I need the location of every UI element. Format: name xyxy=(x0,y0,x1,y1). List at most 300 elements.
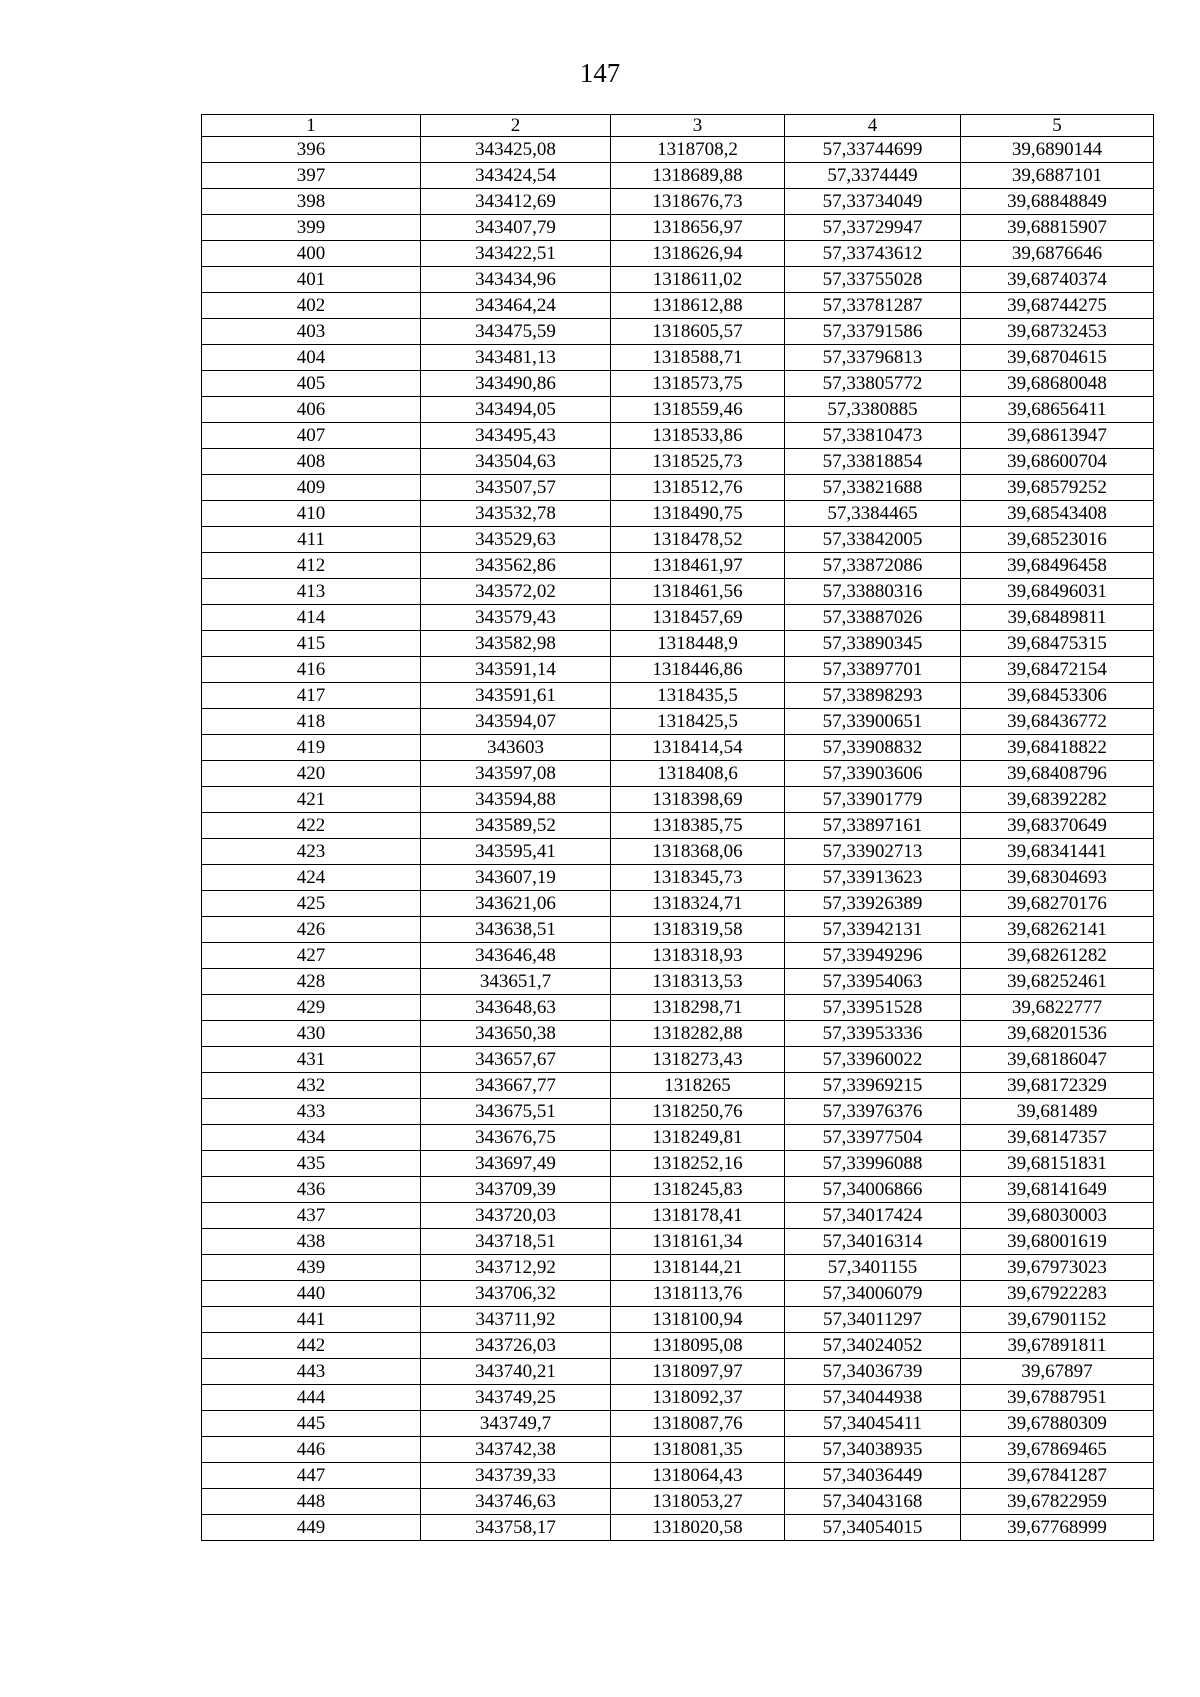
latitude-cell: 57,33796813 xyxy=(785,345,961,371)
column-header-2: 2 xyxy=(421,115,611,137)
table-row xyxy=(202,1489,1154,1515)
longitude-cell: 39,68341441 xyxy=(961,839,1154,865)
longitude-cell: 39,67901152 xyxy=(961,1307,1154,1333)
y-coordinate-cell: 1318092,37 xyxy=(611,1385,785,1411)
y-coordinate-cell: 1318689,88 xyxy=(611,163,785,189)
x-coordinate-cell: 343675,51 xyxy=(421,1099,611,1125)
point-number-cell: 426 xyxy=(202,917,421,943)
table-row xyxy=(202,1021,1154,1047)
x-coordinate-cell: 343740,21 xyxy=(421,1359,611,1385)
table-row xyxy=(202,1385,1154,1411)
latitude-cell: 57,33872086 xyxy=(785,553,961,579)
latitude-cell: 57,34044938 xyxy=(785,1385,961,1411)
table-row xyxy=(202,1125,1154,1151)
x-coordinate-cell: 343591,14 xyxy=(421,657,611,683)
y-coordinate-cell: 1318178,41 xyxy=(611,1203,785,1229)
longitude-cell: 39,68436772 xyxy=(961,709,1154,735)
y-coordinate-cell: 1318478,52 xyxy=(611,527,785,553)
point-number-cell: 447 xyxy=(202,1463,421,1489)
latitude-cell: 57,33901779 xyxy=(785,787,961,813)
longitude-cell: 39,68656411 xyxy=(961,397,1154,423)
y-coordinate-cell: 1318559,46 xyxy=(611,397,785,423)
x-coordinate-cell: 343746,63 xyxy=(421,1489,611,1515)
latitude-cell: 57,33903606 xyxy=(785,761,961,787)
longitude-cell: 39,68453306 xyxy=(961,683,1154,709)
latitude-cell: 57,33791586 xyxy=(785,319,961,345)
y-coordinate-cell: 1318020,58 xyxy=(611,1515,785,1541)
x-coordinate-cell: 343739,33 xyxy=(421,1463,611,1489)
table-row xyxy=(202,813,1154,839)
longitude-cell: 39,68001619 xyxy=(961,1229,1154,1255)
table-body xyxy=(202,137,1154,1541)
x-coordinate-cell: 343572,02 xyxy=(421,579,611,605)
point-number-cell: 396 xyxy=(202,137,421,163)
point-number-cell: 401 xyxy=(202,267,421,293)
point-number-cell: 415 xyxy=(202,631,421,657)
point-number-cell: 435 xyxy=(202,1151,421,1177)
point-number-cell: 397 xyxy=(202,163,421,189)
table-row xyxy=(202,943,1154,969)
x-coordinate-cell: 343742,38 xyxy=(421,1437,611,1463)
latitude-cell: 57,34011297 xyxy=(785,1307,961,1333)
table-row xyxy=(202,241,1154,267)
x-coordinate-cell: 343504,63 xyxy=(421,449,611,475)
table-row xyxy=(202,839,1154,865)
x-coordinate-cell: 343464,24 xyxy=(421,293,611,319)
x-coordinate-cell: 343407,79 xyxy=(421,215,611,241)
y-coordinate-cell: 1318425,5 xyxy=(611,709,785,735)
x-coordinate-cell: 343749,7 xyxy=(421,1411,611,1437)
x-coordinate-cell: 343646,48 xyxy=(421,943,611,969)
x-coordinate-cell: 343594,88 xyxy=(421,787,611,813)
y-coordinate-cell: 1318533,86 xyxy=(611,423,785,449)
x-coordinate-cell: 343591,61 xyxy=(421,683,611,709)
point-number-cell: 398 xyxy=(202,189,421,215)
x-coordinate-cell: 343490,86 xyxy=(421,371,611,397)
point-number-cell: 439 xyxy=(202,1255,421,1281)
y-coordinate-cell: 1318573,75 xyxy=(611,371,785,397)
longitude-cell: 39,68370649 xyxy=(961,813,1154,839)
x-coordinate-cell: 343726,03 xyxy=(421,1333,611,1359)
y-coordinate-cell: 1318490,75 xyxy=(611,501,785,527)
longitude-cell: 39,6887101 xyxy=(961,163,1154,189)
column-header-1: 1 xyxy=(202,115,421,137)
point-number-cell: 433 xyxy=(202,1099,421,1125)
latitude-cell: 57,33902713 xyxy=(785,839,961,865)
table-row xyxy=(202,605,1154,631)
longitude-cell: 39,68496031 xyxy=(961,579,1154,605)
longitude-cell: 39,68740374 xyxy=(961,267,1154,293)
x-coordinate-cell: 343758,17 xyxy=(421,1515,611,1541)
latitude-cell: 57,33810473 xyxy=(785,423,961,449)
table-row xyxy=(202,683,1154,709)
point-number-cell: 431 xyxy=(202,1047,421,1073)
latitude-cell: 57,33953336 xyxy=(785,1021,961,1047)
latitude-cell: 57,34054015 xyxy=(785,1515,961,1541)
x-coordinate-cell: 343651,7 xyxy=(421,969,611,995)
latitude-cell: 57,33734049 xyxy=(785,189,961,215)
latitude-cell: 57,33887026 xyxy=(785,605,961,631)
table-row xyxy=(202,1463,1154,1489)
point-number-cell: 444 xyxy=(202,1385,421,1411)
y-coordinate-cell: 1318398,69 xyxy=(611,787,785,813)
point-number-cell: 434 xyxy=(202,1125,421,1151)
longitude-cell: 39,68141649 xyxy=(961,1177,1154,1203)
y-coordinate-cell: 1318368,06 xyxy=(611,839,785,865)
x-coordinate-cell: 343603 xyxy=(421,735,611,761)
x-coordinate-cell: 343589,52 xyxy=(421,813,611,839)
point-number-cell: 442 xyxy=(202,1333,421,1359)
latitude-cell: 57,34036739 xyxy=(785,1359,961,1385)
x-coordinate-cell: 343657,67 xyxy=(421,1047,611,1073)
table-row xyxy=(202,735,1154,761)
y-coordinate-cell: 1318446,86 xyxy=(611,657,785,683)
y-coordinate-cell: 1318588,71 xyxy=(611,345,785,371)
table-row xyxy=(202,1099,1154,1125)
header-row xyxy=(202,115,1154,137)
longitude-cell: 39,68252461 xyxy=(961,969,1154,995)
point-number-cell: 403 xyxy=(202,319,421,345)
point-number-cell: 422 xyxy=(202,813,421,839)
y-coordinate-cell: 1318100,94 xyxy=(611,1307,785,1333)
latitude-cell: 57,33729947 xyxy=(785,215,961,241)
x-coordinate-cell: 343494,05 xyxy=(421,397,611,423)
point-number-cell: 425 xyxy=(202,891,421,917)
table-row xyxy=(202,1333,1154,1359)
point-number-cell: 449 xyxy=(202,1515,421,1541)
column-header-3: 3 xyxy=(611,115,785,137)
table-row xyxy=(202,215,1154,241)
longitude-cell: 39,68261282 xyxy=(961,943,1154,969)
table-row xyxy=(202,397,1154,423)
x-coordinate-cell: 343529,63 xyxy=(421,527,611,553)
latitude-cell: 57,3374449 xyxy=(785,163,961,189)
latitude-cell: 57,34006079 xyxy=(785,1281,961,1307)
x-coordinate-cell: 343597,08 xyxy=(421,761,611,787)
x-coordinate-cell: 343648,63 xyxy=(421,995,611,1021)
table-row xyxy=(202,1255,1154,1281)
latitude-cell: 57,33755028 xyxy=(785,267,961,293)
y-coordinate-cell: 1318512,76 xyxy=(611,475,785,501)
table-row xyxy=(202,163,1154,189)
table-row xyxy=(202,267,1154,293)
latitude-cell: 57,33908832 xyxy=(785,735,961,761)
point-number-cell: 446 xyxy=(202,1437,421,1463)
y-coordinate-cell: 1318457,69 xyxy=(611,605,785,631)
longitude-cell: 39,68475315 xyxy=(961,631,1154,657)
y-coordinate-cell: 1318313,53 xyxy=(611,969,785,995)
latitude-cell: 57,33898293 xyxy=(785,683,961,709)
latitude-cell: 57,33897701 xyxy=(785,657,961,683)
page-number: 147 xyxy=(579,58,621,88)
coordinates-table xyxy=(201,114,1154,1541)
table-row xyxy=(202,423,1154,449)
table-row xyxy=(202,137,1154,163)
y-coordinate-cell: 1318144,21 xyxy=(611,1255,785,1281)
table-row xyxy=(202,1203,1154,1229)
longitude-cell: 39,67869465 xyxy=(961,1437,1154,1463)
x-coordinate-cell: 343579,43 xyxy=(421,605,611,631)
table-row xyxy=(202,475,1154,501)
table-row xyxy=(202,319,1154,345)
point-number-cell: 437 xyxy=(202,1203,421,1229)
longitude-cell: 39,68270176 xyxy=(961,891,1154,917)
longitude-cell: 39,68848849 xyxy=(961,189,1154,215)
latitude-cell: 57,33821688 xyxy=(785,475,961,501)
y-coordinate-cell: 1318461,56 xyxy=(611,579,785,605)
point-number-cell: 428 xyxy=(202,969,421,995)
x-coordinate-cell: 343607,19 xyxy=(421,865,611,891)
table-row xyxy=(202,527,1154,553)
x-coordinate-cell: 343481,13 xyxy=(421,345,611,371)
y-coordinate-cell: 1318252,16 xyxy=(611,1151,785,1177)
longitude-cell: 39,67880309 xyxy=(961,1411,1154,1437)
table-row xyxy=(202,1281,1154,1307)
table-row xyxy=(202,891,1154,917)
x-coordinate-cell: 343425,08 xyxy=(421,137,611,163)
x-coordinate-cell: 343594,07 xyxy=(421,709,611,735)
x-coordinate-cell: 343562,86 xyxy=(421,553,611,579)
point-number-cell: 430 xyxy=(202,1021,421,1047)
y-coordinate-cell: 1318273,43 xyxy=(611,1047,785,1073)
latitude-cell: 57,34038935 xyxy=(785,1437,961,1463)
latitude-cell: 57,34043168 xyxy=(785,1489,961,1515)
x-coordinate-cell: 343720,03 xyxy=(421,1203,611,1229)
latitude-cell: 57,34036449 xyxy=(785,1463,961,1489)
table-row xyxy=(202,1307,1154,1333)
x-coordinate-cell: 343424,54 xyxy=(421,163,611,189)
y-coordinate-cell: 1318408,6 xyxy=(611,761,785,787)
longitude-cell: 39,68600704 xyxy=(961,449,1154,475)
table-row xyxy=(202,787,1154,813)
x-coordinate-cell: 343422,51 xyxy=(421,241,611,267)
latitude-cell: 57,33897161 xyxy=(785,813,961,839)
longitude-cell: 39,68262141 xyxy=(961,917,1154,943)
latitude-cell: 57,33744699 xyxy=(785,137,961,163)
y-coordinate-cell: 1318053,27 xyxy=(611,1489,785,1515)
y-coordinate-cell: 1318265 xyxy=(611,1073,785,1099)
latitude-cell: 57,33743612 xyxy=(785,241,961,267)
point-number-cell: 406 xyxy=(202,397,421,423)
x-coordinate-cell: 343709,39 xyxy=(421,1177,611,1203)
table-row xyxy=(202,709,1154,735)
latitude-cell: 57,33951528 xyxy=(785,995,961,1021)
table-row xyxy=(202,761,1154,787)
y-coordinate-cell: 1318525,73 xyxy=(611,449,785,475)
y-coordinate-cell: 1318435,5 xyxy=(611,683,785,709)
x-coordinate-cell: 343638,51 xyxy=(421,917,611,943)
x-coordinate-cell: 343711,92 xyxy=(421,1307,611,1333)
longitude-cell: 39,68815907 xyxy=(961,215,1154,241)
latitude-cell: 57,33960022 xyxy=(785,1047,961,1073)
y-coordinate-cell: 1318448,9 xyxy=(611,631,785,657)
point-number-cell: 400 xyxy=(202,241,421,267)
table-row xyxy=(202,579,1154,605)
latitude-cell: 57,33913623 xyxy=(785,865,961,891)
point-number-cell: 409 xyxy=(202,475,421,501)
point-number-cell: 443 xyxy=(202,1359,421,1385)
point-number-cell: 420 xyxy=(202,761,421,787)
longitude-cell: 39,67887951 xyxy=(961,1385,1154,1411)
x-coordinate-cell: 343475,59 xyxy=(421,319,611,345)
latitude-cell: 57,33805772 xyxy=(785,371,961,397)
latitude-cell: 57,3380885 xyxy=(785,397,961,423)
latitude-cell: 57,34017424 xyxy=(785,1203,961,1229)
x-coordinate-cell: 343434,96 xyxy=(421,267,611,293)
x-coordinate-cell: 343412,69 xyxy=(421,189,611,215)
x-coordinate-cell: 343718,51 xyxy=(421,1229,611,1255)
point-number-cell: 402 xyxy=(202,293,421,319)
latitude-cell: 57,33926389 xyxy=(785,891,961,917)
point-number-cell: 411 xyxy=(202,527,421,553)
x-coordinate-cell: 343749,25 xyxy=(421,1385,611,1411)
point-number-cell: 438 xyxy=(202,1229,421,1255)
longitude-cell: 39,67891811 xyxy=(961,1333,1154,1359)
table-row xyxy=(202,189,1154,215)
point-number-cell: 445 xyxy=(202,1411,421,1437)
y-coordinate-cell: 1318064,43 xyxy=(611,1463,785,1489)
y-coordinate-cell: 1318298,71 xyxy=(611,995,785,1021)
y-coordinate-cell: 1318081,35 xyxy=(611,1437,785,1463)
table-row xyxy=(202,995,1154,1021)
latitude-cell: 57,3401155 xyxy=(785,1255,961,1281)
y-coordinate-cell: 1318097,97 xyxy=(611,1359,785,1385)
x-coordinate-cell: 343507,57 xyxy=(421,475,611,501)
point-number-cell: 414 xyxy=(202,605,421,631)
table-row xyxy=(202,1411,1154,1437)
y-coordinate-cell: 1318708,2 xyxy=(611,137,785,163)
table-row xyxy=(202,917,1154,943)
table-row xyxy=(202,293,1154,319)
y-coordinate-cell: 1318087,76 xyxy=(611,1411,785,1437)
table-row xyxy=(202,371,1154,397)
point-number-cell: 419 xyxy=(202,735,421,761)
latitude-cell: 57,33842005 xyxy=(785,527,961,553)
x-coordinate-cell: 343706,32 xyxy=(421,1281,611,1307)
table-row xyxy=(202,1229,1154,1255)
x-coordinate-cell: 343621,06 xyxy=(421,891,611,917)
point-number-cell: 424 xyxy=(202,865,421,891)
y-coordinate-cell: 1318414,54 xyxy=(611,735,785,761)
longitude-cell: 39,68496458 xyxy=(961,553,1154,579)
table-row xyxy=(202,1359,1154,1385)
table-header xyxy=(202,115,1154,137)
latitude-cell: 57,33976376 xyxy=(785,1099,961,1125)
x-coordinate-cell: 343650,38 xyxy=(421,1021,611,1047)
longitude-cell: 39,68172329 xyxy=(961,1073,1154,1099)
y-coordinate-cell: 1318319,58 xyxy=(611,917,785,943)
y-coordinate-cell: 1318113,76 xyxy=(611,1281,785,1307)
longitude-cell: 39,67822959 xyxy=(961,1489,1154,1515)
y-coordinate-cell: 1318676,73 xyxy=(611,189,785,215)
x-coordinate-cell: 343595,41 xyxy=(421,839,611,865)
longitude-cell: 39,68418822 xyxy=(961,735,1154,761)
y-coordinate-cell: 1318611,02 xyxy=(611,267,785,293)
longitude-cell: 39,68732453 xyxy=(961,319,1154,345)
latitude-cell: 57,33977504 xyxy=(785,1125,961,1151)
table-row xyxy=(202,1437,1154,1463)
longitude-cell: 39,68489811 xyxy=(961,605,1154,631)
latitude-cell: 57,34016314 xyxy=(785,1229,961,1255)
point-number-cell: 417 xyxy=(202,683,421,709)
latitude-cell: 57,33890345 xyxy=(785,631,961,657)
table-row xyxy=(202,1515,1154,1541)
latitude-cell: 57,33954063 xyxy=(785,969,961,995)
table-row xyxy=(202,865,1154,891)
point-number-cell: 408 xyxy=(202,449,421,475)
longitude-cell: 39,681489 xyxy=(961,1099,1154,1125)
longitude-cell: 39,68408796 xyxy=(961,761,1154,787)
longitude-cell: 39,68543408 xyxy=(961,501,1154,527)
table-row xyxy=(202,1177,1154,1203)
latitude-cell: 57,3384465 xyxy=(785,501,961,527)
latitude-cell: 57,33996088 xyxy=(785,1151,961,1177)
longitude-cell: 39,67973023 xyxy=(961,1255,1154,1281)
longitude-cell: 39,68704615 xyxy=(961,345,1154,371)
x-coordinate-cell: 343697,49 xyxy=(421,1151,611,1177)
point-number-cell: 416 xyxy=(202,657,421,683)
x-coordinate-cell: 343712,92 xyxy=(421,1255,611,1281)
point-number-cell: 410 xyxy=(202,501,421,527)
latitude-cell: 57,34024052 xyxy=(785,1333,961,1359)
latitude-cell: 57,34006866 xyxy=(785,1177,961,1203)
y-coordinate-cell: 1318245,83 xyxy=(611,1177,785,1203)
point-number-cell: 436 xyxy=(202,1177,421,1203)
y-coordinate-cell: 1318095,08 xyxy=(611,1333,785,1359)
longitude-cell: 39,68579252 xyxy=(961,475,1154,501)
point-number-cell: 440 xyxy=(202,1281,421,1307)
longitude-cell: 39,68392282 xyxy=(961,787,1154,813)
x-coordinate-cell: 343495,43 xyxy=(421,423,611,449)
column-header-4: 4 xyxy=(785,115,961,137)
point-number-cell: 412 xyxy=(202,553,421,579)
longitude-cell: 39,6890144 xyxy=(961,137,1154,163)
longitude-cell: 39,68523016 xyxy=(961,527,1154,553)
longitude-cell: 39,68472154 xyxy=(961,657,1154,683)
table-row xyxy=(202,1073,1154,1099)
y-coordinate-cell: 1318249,81 xyxy=(611,1125,785,1151)
y-coordinate-cell: 1318282,88 xyxy=(611,1021,785,1047)
longitude-cell: 39,6822777 xyxy=(961,995,1154,1021)
latitude-cell: 57,33969215 xyxy=(785,1073,961,1099)
y-coordinate-cell: 1318324,71 xyxy=(611,891,785,917)
table-row xyxy=(202,631,1154,657)
point-number-cell: 421 xyxy=(202,787,421,813)
longitude-cell: 39,68186047 xyxy=(961,1047,1154,1073)
longitude-cell: 39,68613947 xyxy=(961,423,1154,449)
column-header-5: 5 xyxy=(961,115,1154,137)
table-row xyxy=(202,345,1154,371)
table-row xyxy=(202,501,1154,527)
y-coordinate-cell: 1318626,94 xyxy=(611,241,785,267)
point-number-cell: 399 xyxy=(202,215,421,241)
y-coordinate-cell: 1318318,93 xyxy=(611,943,785,969)
x-coordinate-cell: 343532,78 xyxy=(421,501,611,527)
point-number-cell: 404 xyxy=(202,345,421,371)
table-row xyxy=(202,969,1154,995)
y-coordinate-cell: 1318345,73 xyxy=(611,865,785,891)
y-coordinate-cell: 1318612,88 xyxy=(611,293,785,319)
point-number-cell: 429 xyxy=(202,995,421,1021)
longitude-cell: 39,68151831 xyxy=(961,1151,1154,1177)
point-number-cell: 441 xyxy=(202,1307,421,1333)
point-number-cell: 427 xyxy=(202,943,421,969)
latitude-cell: 57,33942131 xyxy=(785,917,961,943)
point-number-cell: 432 xyxy=(202,1073,421,1099)
table-row xyxy=(202,553,1154,579)
table-row xyxy=(202,1151,1154,1177)
y-coordinate-cell: 1318461,97 xyxy=(611,553,785,579)
